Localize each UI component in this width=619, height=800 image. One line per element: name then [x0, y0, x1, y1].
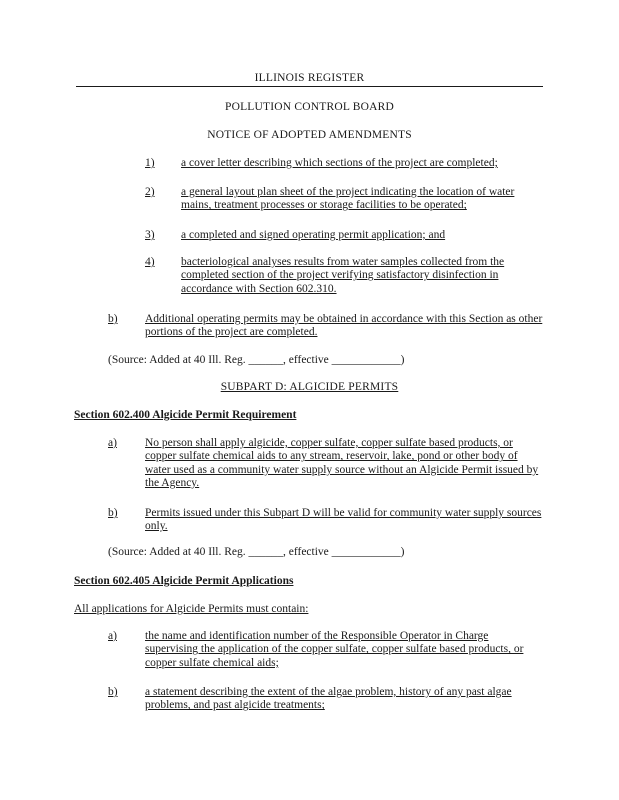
section-400-heading: Section 602.400 Algicide Permit Requirement	[74, 409, 297, 421]
section-405-b-label: b)	[108, 686, 118, 698]
item-2-label: 2)	[145, 186, 155, 198]
item-4-text: bacteriological analyses results from water samples collected from the completed section of the project verifying satisfactory disinfection in accordance with Section 602.310.	[181, 256, 505, 295]
source-note-1: (Source: Added at 40 Ill. Reg. ______, effective ____________)	[108, 354, 405, 366]
source-note-2: (Source: Added at 40 Ill. Reg. ______, effective ____________)	[108, 546, 405, 558]
item-b-label: b)	[108, 313, 118, 325]
section-400-b-label: b)	[108, 507, 118, 519]
notice-title: NOTICE OF ADOPTED AMENDMENTS	[207, 129, 412, 141]
register-title: ILLINOIS REGISTER	[254, 72, 365, 84]
board-title: POLLUTION CONTROL BOARD	[224, 101, 394, 113]
section-400-a-text: No person shall apply algicide, copper sulfate, copper sulfate based products, or copper sulfate chemical aids to any stream, reservoir, lake, pond or other body of water used as a community water supply source without an Algicide Permit issued by the Agency.	[145, 437, 539, 490]
item-2-text: a general layout plan sheet of the project indicating the location of water mains, treatment processes or storage facilities to be operated;	[181, 186, 515, 212]
section-400-a-label: a)	[108, 437, 117, 449]
section-400-b-text: Permits issued under this Subpart D will be valid for community water supply sources only.	[145, 507, 542, 533]
header-rule	[76, 86, 543, 87]
item-4-label: 4)	[145, 256, 155, 268]
item-1-label: 1)	[145, 157, 155, 169]
section-405-a-text: the name and identification number of the Responsible Operator in Charge supervising the application of the copper sulfate, copper sulfate based products, or copper sulfate chemical aids;	[145, 630, 524, 669]
item-b-text: Additional operating permits may be obtained in accordance with this Section as other portions of the project are completed.	[145, 313, 543, 339]
section-405-a-label: a)	[108, 630, 117, 642]
section-405-intro: All applications for Algicide Permits must contain:	[74, 603, 309, 615]
item-1-text: a cover letter describing which sections of the project are completed;	[181, 157, 498, 169]
subpart-heading: SUBPART D: ALGICIDE PERMITS	[220, 381, 399, 393]
section-405-heading: Section 602.405 Algicide Permit Applications	[74, 575, 294, 587]
item-3-text: a completed and signed operating permit application; and	[181, 229, 446, 241]
section-405-b-text: a statement describing the extent of the algae problem, history of any past algae problems, and past algicide treatments;	[145, 686, 512, 712]
item-3-label: 3)	[145, 229, 155, 241]
